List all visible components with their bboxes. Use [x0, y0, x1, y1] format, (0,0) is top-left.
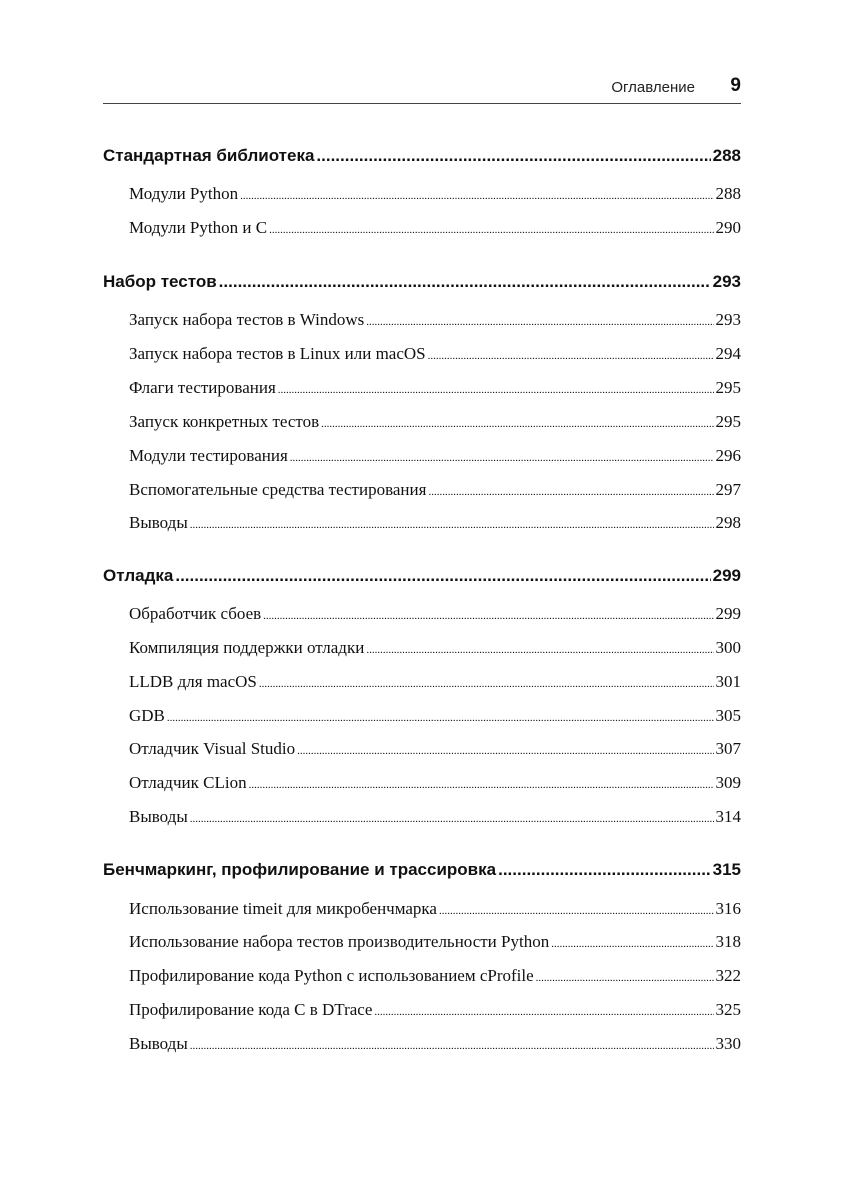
leader-dots: [297, 745, 713, 757]
toc-item-page: 305: [715, 706, 741, 725]
toc-item-page: 293: [715, 310, 741, 329]
toc-chapter[interactable]: [103, 860, 741, 880]
leader-dots: [263, 610, 713, 622]
toc-item-title: Компиляция поддержки отладки: [129, 638, 365, 657]
leader-dots: [498, 860, 711, 880]
toc-item-title: Выводы: [129, 807, 188, 826]
toc-item[interactable]: [129, 446, 741, 466]
toc-item-page: 301: [715, 672, 741, 691]
leader-dots: [269, 224, 713, 236]
leader-dots: [374, 1006, 713, 1018]
leader-dots: [428, 486, 713, 498]
toc-item-title: GDB: [129, 706, 165, 725]
leader-dots: [551, 938, 713, 950]
toc-item[interactable]: [129, 739, 741, 759]
toc-item-title: Профилирование кода Python с использованием cProfile: [129, 966, 534, 985]
toc-item-title: Отладчик Visual Studio: [129, 739, 296, 758]
leader-dots: [259, 678, 714, 690]
leader-dots: [366, 644, 713, 656]
toc-item[interactable]: [129, 773, 741, 793]
running-header: [103, 74, 741, 104]
toc-item[interactable]: [129, 513, 741, 533]
leader-dots: [428, 350, 714, 362]
toc-item-title: LLDB для macOS: [129, 672, 257, 691]
toc-item[interactable]: [129, 1000, 741, 1020]
leader-dots: [240, 190, 713, 202]
toc-chapter[interactable]: [103, 566, 741, 586]
toc-item-title: Вспомогательные средства тестирования: [129, 480, 427, 499]
toc-item[interactable]: [129, 310, 741, 330]
toc-item-page: 318: [715, 932, 741, 951]
toc-item[interactable]: [129, 706, 741, 726]
toc-item[interactable]: [129, 218, 741, 238]
toc-item[interactable]: [129, 480, 741, 500]
toc-item-title: Запуск набора тестов в Linux или macOS: [129, 344, 426, 363]
toc-item[interactable]: [129, 807, 741, 827]
toc-item-page: 307: [715, 739, 741, 758]
toc-item-page: 316: [715, 899, 741, 918]
toc-item-title: Профилирование кода С в DTrace: [129, 1000, 373, 1019]
toc-item-title: Выводы: [129, 1034, 188, 1053]
toc-item[interactable]: [129, 344, 741, 364]
leader-dots: [321, 418, 713, 430]
toc-item-title: Флаги тестирования: [129, 378, 276, 397]
toc-item-title: Выводы: [129, 513, 188, 532]
toc-chapter-page: 293: [712, 272, 741, 291]
toc-item-page: 298: [715, 513, 741, 532]
toc-item-page: 325: [715, 1000, 741, 1019]
toc-item-title: Обработчик сбоев: [129, 604, 262, 623]
leader-dots: [536, 972, 714, 984]
leader-dots: [439, 905, 714, 917]
toc-item-page: 309: [715, 773, 741, 792]
toc-item-title: Запуск конкретных тестов: [129, 412, 320, 431]
toc-item[interactable]: [129, 899, 741, 919]
toc-chapter[interactable]: [103, 272, 741, 292]
toc-chapter-title: Стандартная библиотека: [103, 146, 315, 165]
leader-dots: [190, 1040, 714, 1052]
toc-item[interactable]: [129, 412, 741, 432]
toc-item-title: Отладчик CLion: [129, 773, 247, 792]
toc-chapter-title: Отладка: [103, 566, 174, 585]
leader-dots: [316, 146, 710, 166]
toc-item-page: 299: [715, 604, 741, 623]
toc-chapter-page: 315: [712, 860, 741, 879]
toc-item-title: Модули Python: [129, 184, 239, 203]
toc-item-page: 322: [715, 966, 741, 985]
toc-item-title: Использование timeit для микробенчмарка: [129, 899, 437, 918]
leader-dots: [190, 813, 714, 825]
toc-item[interactable]: [129, 604, 741, 624]
toc-item[interactable]: [129, 378, 741, 398]
leader-dots: [175, 566, 710, 586]
leader-dots: [190, 519, 714, 531]
toc-chapter[interactable]: [103, 146, 741, 166]
toc-item[interactable]: [129, 672, 741, 692]
toc-item-page: 296: [715, 446, 741, 465]
leader-dots: [219, 272, 711, 292]
leader-dots: [278, 384, 714, 396]
toc-item-title: Запуск набора тестов в Windows: [129, 310, 365, 329]
toc-item[interactable]: [129, 932, 741, 952]
leader-dots: [366, 316, 713, 328]
toc-chapter-title: Бенчмаркинг, профилирование и трассировка: [103, 860, 497, 879]
toc-item[interactable]: [129, 1034, 741, 1054]
toc-item-page: 297: [715, 480, 741, 499]
toc-chapter-page: 299: [712, 566, 741, 585]
leader-dots: [290, 452, 714, 464]
toc-item-page: 295: [715, 412, 741, 431]
toc-item-page: 294: [715, 344, 741, 363]
toc-chapter-title: Набор тестов: [103, 272, 217, 291]
toc-item-page: 290: [715, 218, 741, 237]
page-number: 9: [730, 75, 741, 96]
toc-item[interactable]: [129, 638, 741, 658]
toc-item-page: 300: [715, 638, 741, 657]
toc-item-page: 330: [715, 1034, 741, 1053]
toc-item[interactable]: [129, 184, 741, 204]
toc-item-title: Использование набора тестов производительности Python: [129, 932, 550, 951]
leader-dots: [249, 779, 714, 791]
toc-chapter-page: 288: [712, 146, 741, 165]
running-header-title: Оглавление: [611, 79, 695, 96]
leader-dots: [167, 712, 714, 724]
toc-item-page: 314: [715, 807, 741, 826]
toc-item-page: 295: [715, 378, 741, 397]
toc-item-page: 288: [715, 184, 741, 203]
toc-item-title: Модули тестирования: [129, 446, 288, 465]
toc-item[interactable]: [129, 966, 741, 986]
toc-item-title: Модули Python и С: [129, 218, 268, 237]
